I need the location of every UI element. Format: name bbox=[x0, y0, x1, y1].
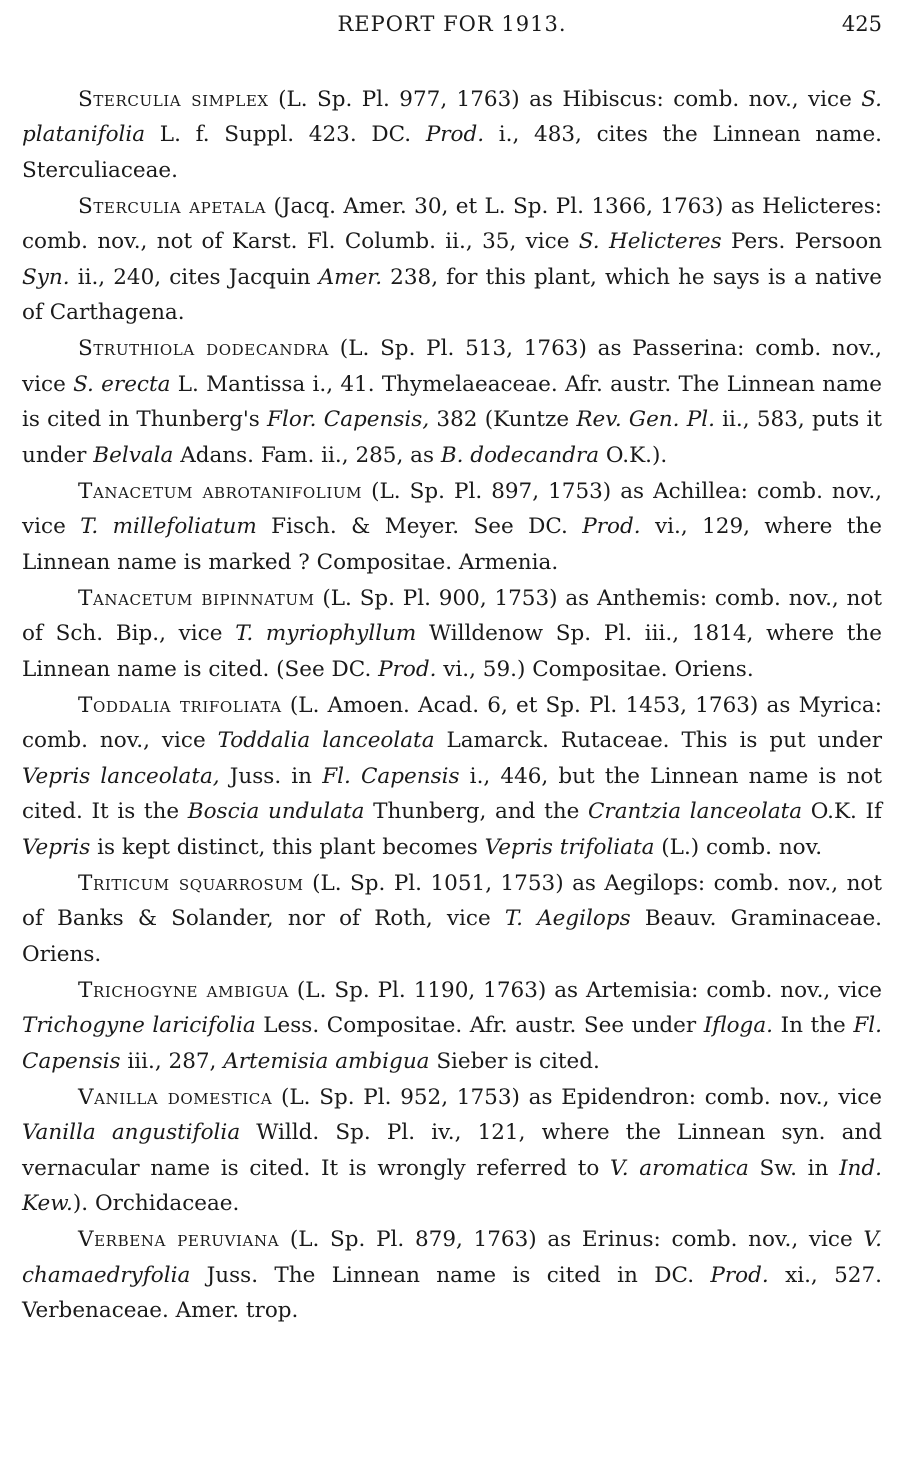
italic-citation: Toddalia lanceolata bbox=[217, 728, 435, 754]
entry-text: xi., 527. Verbenaceae. Amer. trop. bbox=[22, 1262, 882, 1323]
entry-text: 382 (Kuntze bbox=[429, 407, 577, 433]
italic-citation: Crantzia lanceolata bbox=[587, 799, 803, 825]
entry-text: (L. Sp. Pl. 879, 1763) as Erinus: comb. nov., vice bbox=[279, 1227, 864, 1253]
entry-text: ii., 240, cites Jacquin bbox=[69, 264, 319, 290]
entry-text: (L.) comb. nov. bbox=[654, 834, 823, 860]
italic-citation: T. Aegilops bbox=[504, 906, 631, 932]
italic-citation: Rev. Gen. Pl. bbox=[576, 407, 715, 433]
entry-text: (L. Sp. Pl. 952, 1753) as Epidendron: comb. nov., vice bbox=[272, 1084, 882, 1110]
running-head bbox=[22, 8, 882, 52]
species-name: Struthiola dodecandra bbox=[78, 336, 330, 362]
italic-citation: Prod. bbox=[582, 514, 641, 540]
italic-citation: Ifloga. bbox=[703, 1013, 773, 1039]
entry-text: O.K.). bbox=[599, 442, 668, 468]
species-entry bbox=[22, 82, 882, 188]
entry-text: (L. Sp. Pl. 977, 1763) as Hibiscus: comb. nov., vice bbox=[268, 87, 862, 112]
italic-citation: Prod. bbox=[378, 656, 437, 682]
species-name: Vanilla domestica bbox=[78, 1084, 273, 1110]
entry-text: i., 483, cites the Linnean name. Sterculiaceae. bbox=[22, 122, 882, 183]
entry-text: (L. Amoen. Acad. 6, et Sp. Pl. 1453, 1763) as Myrica: comb. nov., vice bbox=[22, 692, 882, 754]
italic-citation: Prod. bbox=[425, 122, 485, 148]
entry-text: (L. Sp. Pl. 900, 1753) as Anthemis: comb. nov., not of Sch. Bip., vice bbox=[22, 585, 882, 647]
species-entry bbox=[22, 581, 882, 687]
italic-citation: S. platanifolia bbox=[22, 87, 883, 148]
italic-citation: Vepris trifoliata bbox=[484, 834, 655, 860]
entry-text: (L. Sp. Pl. 1051, 1753) as Aegilops: comb. nov., not of Banks & Solander, nor of Roth, vice bbox=[22, 870, 882, 932]
entry-text: (Jacq. Amer. 30, et L. Sp. Pl. 1366, 1763) as Helicteres: comb. nov., not of Karst. Fl. Columb. ii., 35, vice bbox=[22, 194, 882, 255]
italic-citation: Amer. bbox=[318, 264, 383, 290]
italic-citation: S. Helicteres bbox=[578, 229, 722, 255]
italic-citation: Fl. Capensis bbox=[322, 763, 460, 789]
entry-text: Fisch. & Meyer. See DC. bbox=[256, 514, 583, 540]
species-entry bbox=[22, 1222, 882, 1328]
italic-citation: Belvala bbox=[93, 442, 174, 468]
species-name: Tanacetum abrotanifolium bbox=[78, 478, 363, 504]
entry-text: is kept distinct, this plant becomes bbox=[90, 834, 485, 860]
running-title: REPORT FOR 1913. bbox=[337, 12, 567, 36]
entry-text: L. f. Suppl. 423. DC. bbox=[145, 122, 426, 148]
entry-text: Sieber is cited. bbox=[429, 1048, 600, 1074]
entry-text: Willd. Sp. Pl. iv., 121, where the Linnean syn. and vernacular name is cited. It is wrongly referred to bbox=[22, 1120, 883, 1181]
species-entry bbox=[22, 189, 882, 331]
entry-text: Less. Compositae. Afr. austr. See under bbox=[255, 1013, 704, 1039]
page-number: 425 bbox=[841, 12, 882, 36]
italic-citation: S. erecta bbox=[73, 371, 171, 397]
entry-text: Lamarck. Rutaceae. This is put under bbox=[434, 728, 882, 754]
species-entry bbox=[22, 331, 882, 473]
entry-text: vi., 129, where the Linnean name is marked ? Compositae. Armenia. bbox=[22, 514, 883, 575]
entry-text: vi., 59.) Compositae. Oriens. bbox=[436, 656, 754, 682]
italic-citation: Vanilla angustifolia bbox=[22, 1120, 241, 1146]
italic-citation: Prod. bbox=[710, 1262, 769, 1288]
entry-text: ). Orchidaceae. bbox=[72, 1190, 240, 1216]
species-name: Verbena peruviana bbox=[78, 1227, 280, 1253]
species-name: Tanacetum bipinnatum bbox=[78, 585, 315, 611]
entry-text: (L. Sp. Pl. 513, 1763) as Passerina: comb. nov., vice bbox=[22, 336, 882, 397]
italic-citation: Vepris lanceolata, bbox=[22, 763, 220, 789]
species-name: Triticum squarrosum bbox=[78, 870, 304, 896]
italic-citation: Fl. Capensis bbox=[22, 1013, 882, 1074]
italic-citation: V. aromatica bbox=[609, 1155, 749, 1181]
entry-text: In the bbox=[772, 1013, 854, 1039]
species-name: Sterculia apetala bbox=[78, 194, 267, 220]
italic-citation: Ind. Kew. bbox=[22, 1155, 882, 1216]
italic-citation: Flor. Capensis, bbox=[267, 407, 430, 433]
entry-text: iii., 287, bbox=[120, 1048, 224, 1074]
species-entry bbox=[22, 474, 882, 580]
italic-citation: Syn. bbox=[22, 264, 70, 290]
entry-text: ii., 583, puts it under bbox=[22, 407, 883, 468]
italic-citation: Artemisia ambigua bbox=[223, 1048, 430, 1074]
species-name: Toddalia trifoliata bbox=[78, 692, 282, 718]
italic-citation: T. myriophyllum bbox=[235, 621, 417, 647]
species-name: Trichogyne ambigua bbox=[78, 977, 289, 1003]
italic-citation: V. chamaedryfolia bbox=[22, 1227, 882, 1288]
entry-text: Pers. Persoon bbox=[721, 229, 882, 255]
species-entry bbox=[22, 688, 882, 865]
entry-text: (L. Sp. Pl. 897, 1753) as Achillea: comb. nov., vice bbox=[22, 478, 882, 540]
entry-text: Sw. in bbox=[748, 1155, 840, 1181]
entry-text: Beauv. Graminaceae. Oriens. bbox=[22, 906, 882, 967]
entry-text: Juss. The Linnean name is cited in DC. bbox=[190, 1262, 711, 1288]
italic-citation: T. millefoliatum bbox=[80, 514, 257, 540]
species-entry bbox=[22, 866, 882, 972]
entry-text: Thunberg, and the bbox=[364, 799, 588, 825]
entry-text: Adans. Fam. ii., 285, as bbox=[173, 442, 441, 468]
species-entry bbox=[22, 973, 882, 1079]
entry-text: i., 446, but the Linnean name is not cited. It is the bbox=[22, 763, 883, 825]
italic-citation: Boscia undulata bbox=[187, 799, 365, 825]
species-name: Sterculia simplex bbox=[78, 87, 269, 112]
italic-citation: B. dodecandra bbox=[440, 442, 600, 468]
species-entry bbox=[22, 1080, 882, 1222]
italic-citation: Trichogyne laricifolia bbox=[22, 1013, 256, 1039]
entry-text: L. Mantissa i., 41. Thymelaeaceae. Afr. austr. The Linnean name is cited in Thunberg's bbox=[22, 371, 883, 433]
entry-text: O.K. If bbox=[802, 799, 882, 825]
italic-citation: Vepris bbox=[22, 834, 91, 860]
entry-text: 238, for this plant, which he says is a native of Carthagena. bbox=[22, 264, 882, 326]
entry-text: Juss. in bbox=[219, 763, 323, 789]
entry-text: Willdenow Sp. Pl. iii., 1814, where the Linnean name is cited. (See DC. bbox=[22, 621, 882, 682]
entries-list bbox=[22, 82, 882, 1328]
entry-text: (L. Sp. Pl. 1190, 1763) as Artemisia: comb. nov., vice bbox=[288, 977, 882, 1003]
